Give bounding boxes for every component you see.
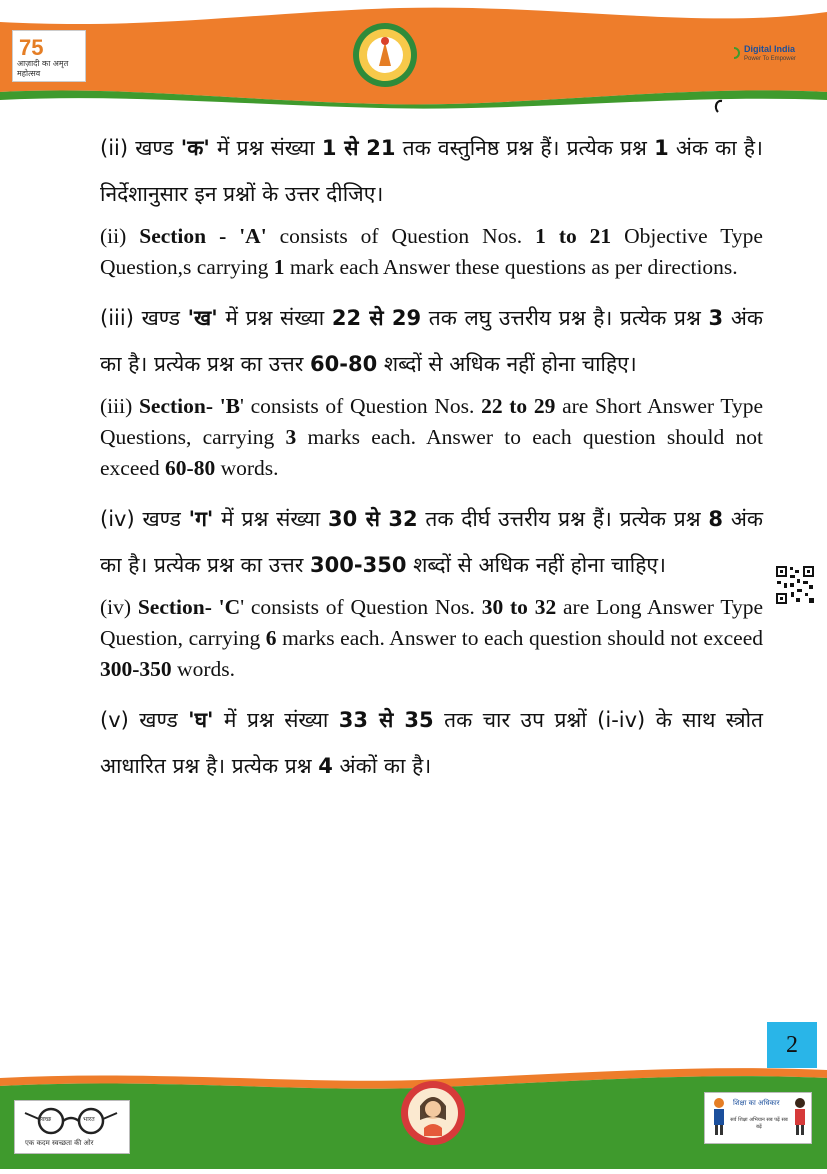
emphasis-text: 'ग'	[188, 507, 214, 531]
emphasis-text: 1 से 21	[321, 136, 396, 160]
stray-mark-icon	[712, 98, 726, 114]
emphasis-text: 22 to 29	[481, 394, 556, 418]
emphasis-text: Section- 'C	[137, 595, 241, 619]
body-text: are Long Answer Type Question, carrying	[100, 595, 764, 650]
body-text: शब्दों से अधिक नहीं होना चाहिए।	[377, 352, 637, 376]
emphasis-text: 1	[654, 136, 669, 160]
emphasis-text: 'क'	[180, 136, 210, 160]
instruction-3-hindi	[100, 295, 763, 387]
swachh-bharat-logo	[14, 1100, 130, 1154]
emphasis-text: 'ख'	[187, 306, 218, 330]
body-text: Objective Type Question,s carrying	[100, 224, 763, 279]
instructions-content	[100, 125, 763, 793]
emphasis-text: 4	[318, 754, 333, 778]
rte-title: शिक्षा का अधिकार	[733, 1099, 780, 1107]
body-text: अंकों का है।	[332, 754, 432, 778]
rte-subtitle: सर्व शिक्षा अभियान सब पढ़ें सब बढ़ें	[730, 1117, 788, 1130]
bharat-word: भारत	[83, 1116, 95, 1123]
emphasis-text: 33 से 35	[338, 708, 434, 732]
body-text: (iii)	[100, 394, 139, 418]
child-figure-icon	[709, 1097, 729, 1137]
body-text: words.	[171, 657, 235, 681]
gandhi-spectacles-icon	[21, 1105, 121, 1135]
emphasis-text: 300-350	[310, 553, 407, 577]
child-figure-icon	[791, 1097, 809, 1137]
instruction-2-english	[100, 221, 763, 283]
body-text: अंक का है। प्रत्येक प्रश्न का उत्तर	[100, 306, 763, 376]
body-text: (iv)	[100, 595, 138, 619]
body-text: words.	[215, 456, 279, 480]
body-text: (ii) खण्ड	[100, 136, 181, 160]
body-text: marks each. Answer to each question should not exceed	[276, 626, 763, 650]
header-band	[0, 0, 827, 110]
instruction-4-hindi	[100, 496, 763, 588]
body-text: ' consists of Question Nos.	[240, 595, 482, 619]
body-text: में प्रश्न संख्या	[209, 136, 322, 160]
azadi-amrit-mahotsav-logo	[12, 30, 86, 82]
body-text: तक वस्तुनिष्ठ प्रश्न हैं। प्रत्येक प्रश्न	[395, 136, 655, 160]
emphasis-text: 1 to 21	[535, 224, 612, 248]
body-text: ' consists of Question Nos.	[240, 394, 482, 418]
body-text: अंक का है। निर्देशानुसार इन प्रश्नों के उत्तर दीजिए।	[100, 136, 764, 206]
digital-india-logo	[728, 40, 798, 70]
body-text: consists of Question Nos.	[266, 224, 536, 248]
emphasis-text: 3	[285, 425, 297, 449]
emphasis-text: 22 से 29	[331, 306, 422, 330]
emphasis-text: 30 to 32	[481, 595, 557, 619]
digital-india-icon	[728, 42, 742, 64]
emphasis-text: 6	[265, 626, 277, 650]
body-text: (iii) खण्ड	[100, 306, 188, 330]
digital-india-tagline: Power To Empower	[744, 56, 796, 62]
body-text: में प्रश्न संख्या	[217, 306, 332, 330]
emphasis-text: 60-80	[165, 456, 216, 480]
body-text: तक दीर्घ उत्तरीय प्रश्न हैं। प्रत्येक प्रश्न	[417, 507, 709, 531]
logo-text: आज़ादी का अमृत महोत्सव	[17, 59, 69, 78]
emphasis-text: 1	[273, 255, 285, 279]
body-text: mark each Answer these questions as per directions.	[284, 255, 738, 279]
emphasis-text: Section- 'B	[138, 394, 241, 418]
instruction-3-english	[100, 391, 763, 484]
body-text: तक चार उप प्रश्नों (i-iv) के साथ स्त्रोत आधारित प्रश्न है। प्रत्येक प्रश्न	[100, 708, 764, 778]
body-text: (v) खण्ड	[100, 708, 189, 732]
instruction-5-hindi	[100, 697, 763, 789]
emphasis-text: 30 से 32	[328, 507, 418, 531]
logo-number: 75	[19, 35, 44, 60]
body-text: शब्दों से अधिक नहीं होना चाहिए।	[406, 553, 666, 577]
emphasis-text: 60-80	[310, 352, 378, 376]
emphasis-text: 300-350	[100, 657, 172, 681]
emphasis-text: 8	[708, 507, 724, 531]
body-text: are Short Answer Type Questions, carrying	[100, 394, 764, 449]
page-number: 2	[767, 1022, 817, 1068]
emphasis-text: 'घ'	[188, 708, 214, 732]
body-text: (iv) खण्ड	[100, 507, 189, 531]
shiksha-ka-adhikar-logo	[704, 1092, 812, 1144]
instruction-2-hindi	[100, 125, 763, 217]
emphasis-text: 3	[708, 306, 724, 330]
swachh-bharat-tagline: एक कदम स्वच्छता की ओर	[25, 1139, 94, 1147]
swachh-word: स्वच्छ	[39, 1116, 52, 1123]
instruction-4-english	[100, 592, 763, 685]
body-text: अंक का है। प्रत्येक प्रश्न का उत्तर	[100, 507, 763, 577]
body-text: तक लघु उत्तरीय प्रश्न है। प्रत्येक प्रश्न	[421, 306, 709, 330]
digital-india-title: Digital India	[744, 44, 796, 54]
body-text: में प्रश्न संख्या	[213, 507, 329, 531]
beti-bachao-emblem-icon	[400, 1080, 466, 1146]
qr-code-icon[interactable]	[775, 565, 815, 605]
body-text: marks each. Answer to each question should not exceed	[100, 425, 763, 480]
body-text: में प्रश्न संख्या	[213, 708, 339, 732]
education-emblem-icon	[352, 22, 418, 88]
emphasis-text: Section - 'A'	[139, 224, 267, 248]
body-text: (ii)	[100, 224, 140, 248]
